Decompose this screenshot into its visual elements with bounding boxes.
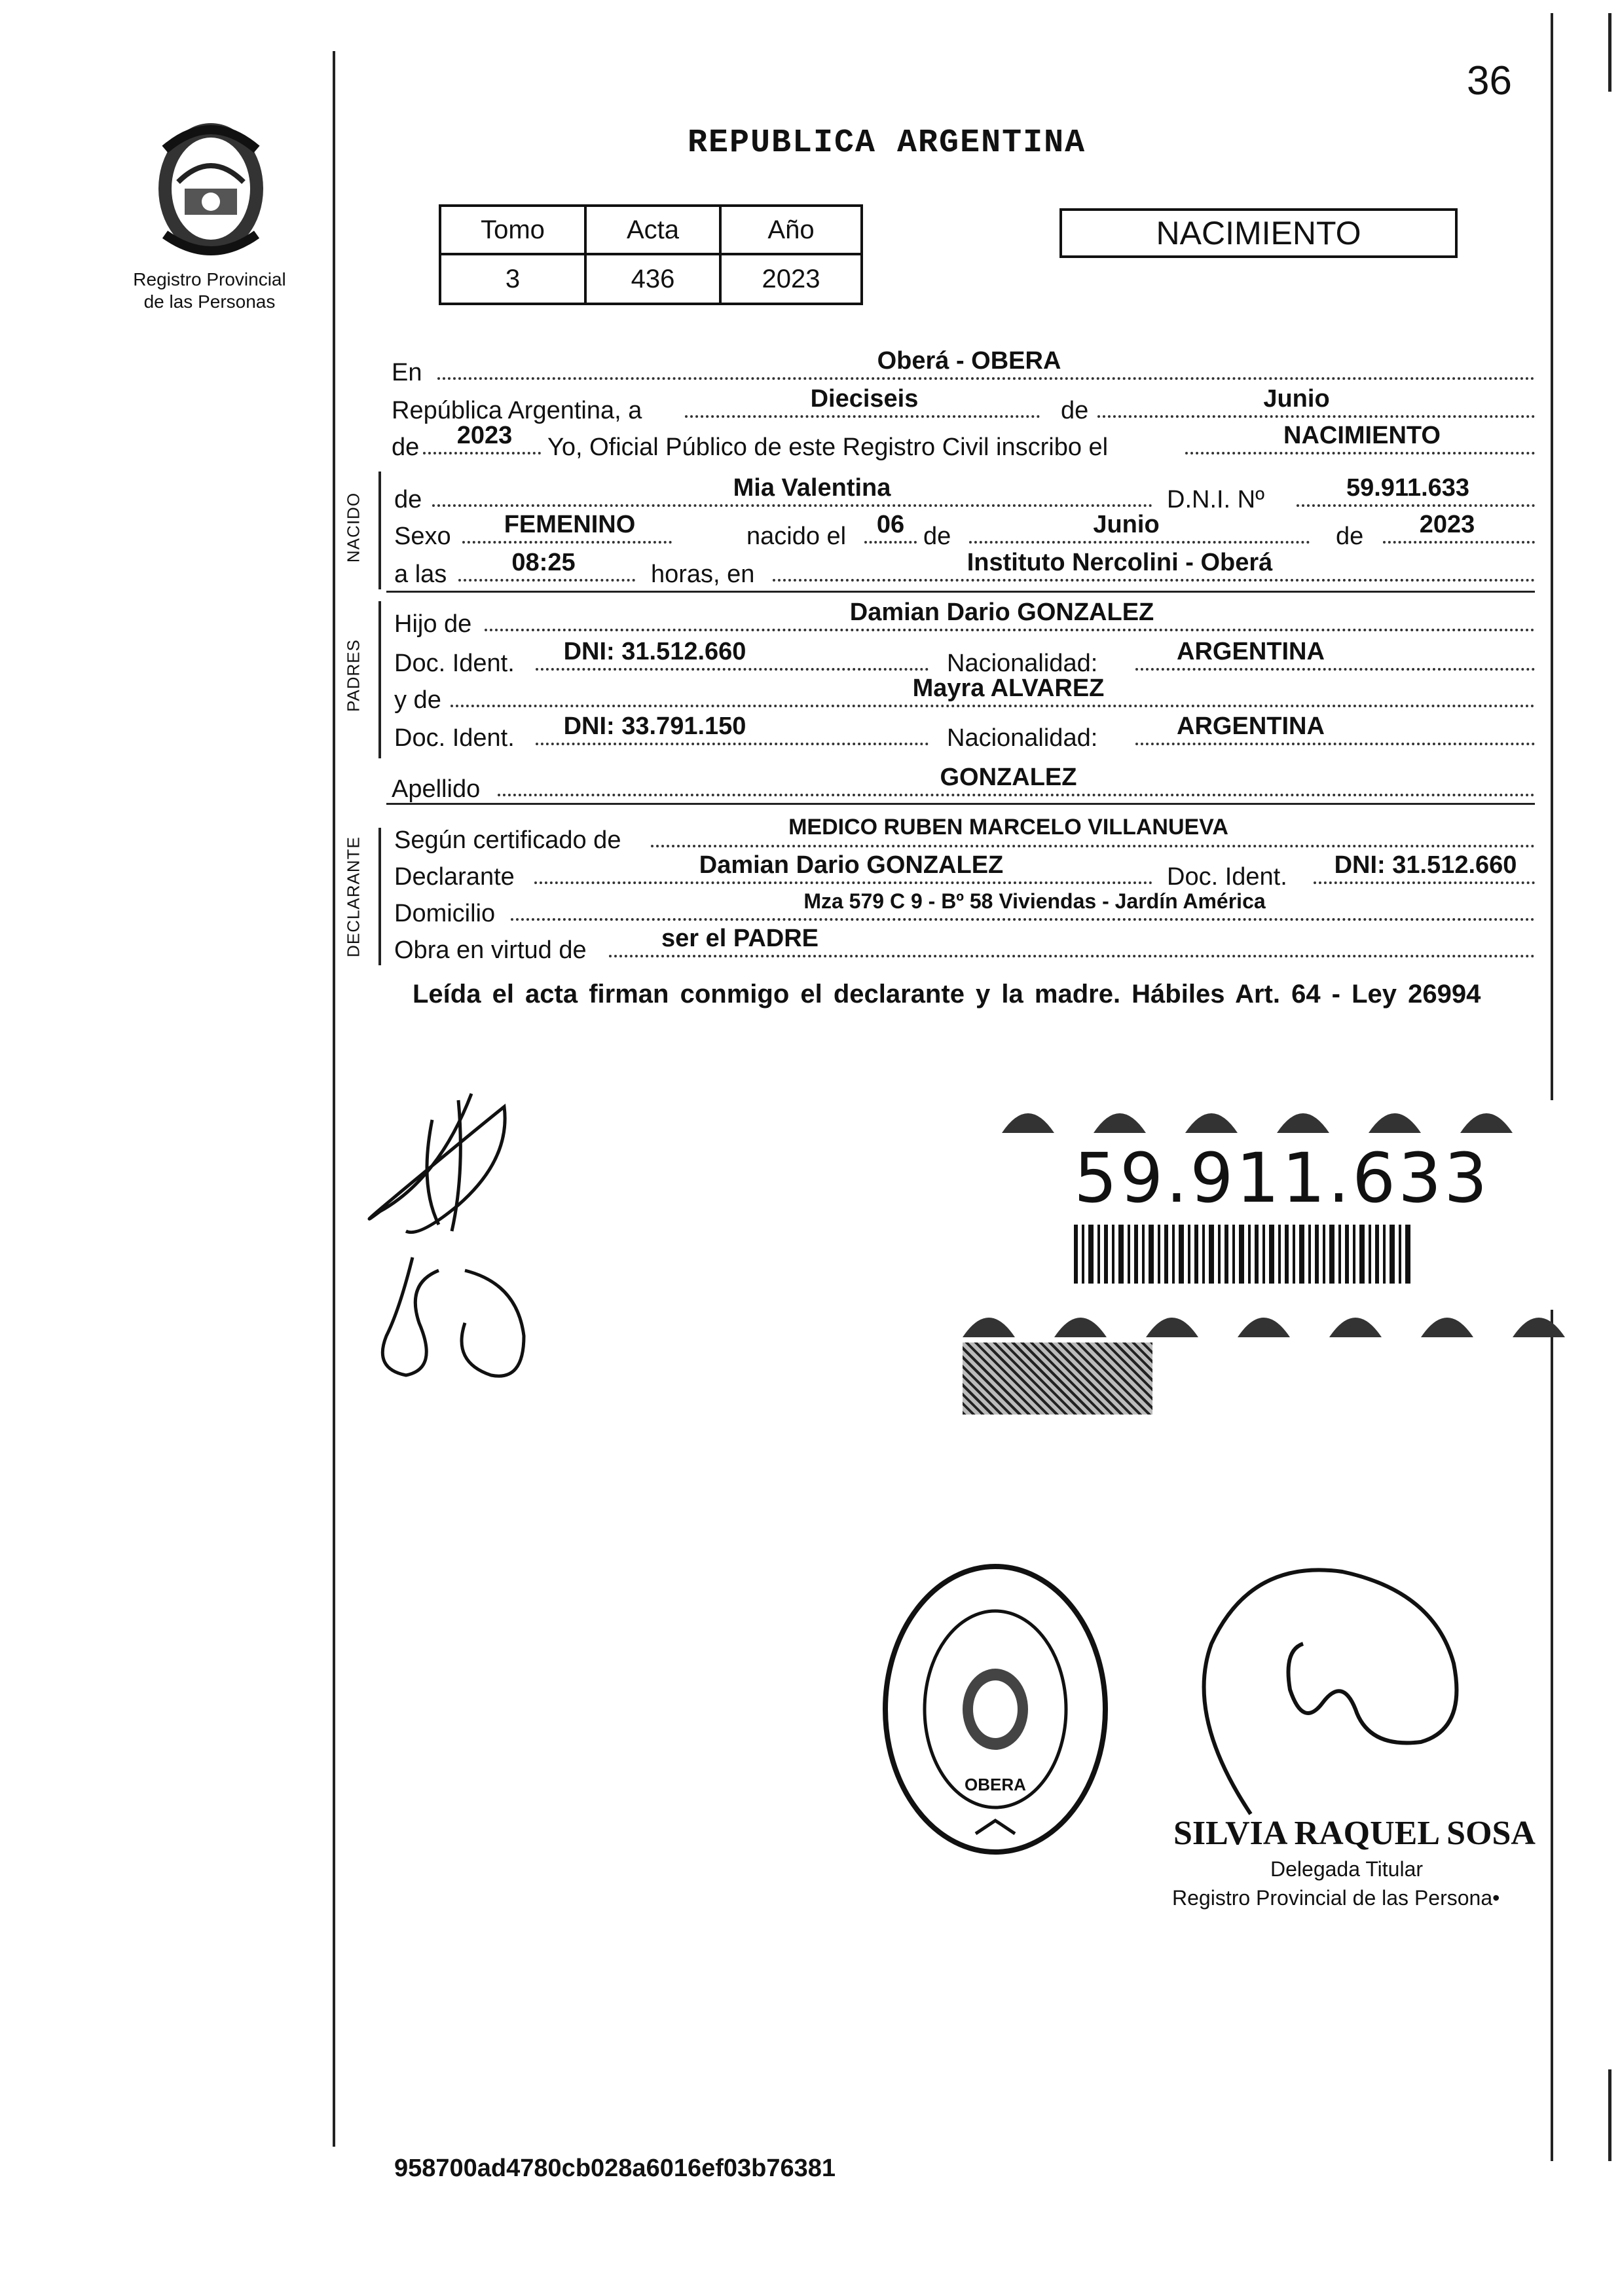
official-signature: [1172, 1546, 1539, 1821]
section-label-nacido: NACIDO: [343, 492, 363, 563]
mother-dni-value: DNI: 33.791.150: [563, 713, 746, 740]
father-dni-value: DNI: 31.512.660: [563, 638, 746, 665]
guilloche-pattern-top: [963, 1087, 1565, 1139]
right-border-line-lower: [1551, 1310, 1553, 2161]
table-value-acta: 436: [585, 254, 720, 304]
coat-of-arms-icon: [139, 110, 283, 261]
dotted-line: [609, 955, 1535, 957]
dotted-line: [432, 504, 1152, 507]
declarante-label: Declarante: [394, 863, 515, 891]
mother-name-value: Mayra ALVAREZ: [912, 675, 1105, 702]
closing-text: Leída el acta firman conmigo el declarante y la madre. Hábiles Art. 64 - Ley 26994: [413, 980, 1481, 1009]
dotted-line: [685, 415, 1040, 418]
section-label-declarante: DECLARANTE: [343, 836, 363, 957]
de-label-4: de: [1336, 523, 1364, 550]
doc-ident-label-3: Doc. Ident.: [1167, 863, 1287, 891]
day-value: Dieciseis: [810, 385, 919, 413]
guilloche-pattern-bottom: [963, 1291, 1565, 1344]
official-role: Delegada Titular: [1270, 1857, 1424, 1881]
dotted-line: [773, 579, 1535, 582]
dotted-line: [485, 629, 1535, 631]
page-title: REPUBLICA ARGENTINA: [688, 124, 1086, 162]
record-table: [439, 204, 863, 305]
section-divider: [386, 803, 1535, 805]
child-name-value: Mia Valentina: [733, 474, 891, 502]
security-sticker: [963, 1087, 1565, 1415]
doc-type-box: [1059, 208, 1458, 258]
table-value-tomo: 3: [440, 254, 585, 304]
month-value: Junio: [1263, 385, 1330, 413]
barcode: [1074, 1225, 1414, 1284]
declarante-name-value: Damian Dario GONZALEZ: [699, 851, 1004, 879]
de-label-2: de: [392, 434, 420, 461]
y-de-label: y de: [394, 686, 441, 714]
page-number: 36: [1467, 58, 1512, 103]
table-header-tomo: Tomo: [440, 206, 585, 254]
table-value-anio: 2023: [720, 254, 862, 304]
father-nationality-value: ARGENTINA: [1177, 638, 1325, 665]
page-edge-mark: [1608, 13, 1611, 92]
domicilio-value: Mza 579 C 9 - Bº 58 Viviendas - Jardín América: [803, 889, 1266, 913]
doc-ident-label: Doc. Ident.: [394, 650, 515, 677]
obra-value: ser el PADRE: [661, 925, 819, 952]
official-org: Registro Provincial de las Persona•: [1172, 1886, 1500, 1910]
father-name-value: Damian Dario GONZALEZ: [849, 599, 1154, 626]
mother-signature: [347, 1244, 570, 1401]
certificado-label: Según certificado de: [394, 826, 621, 854]
sticker-number: 59.911.633: [1074, 1138, 1490, 1218]
table-header-acta: Acta: [585, 206, 720, 254]
declarante-dni-value: DNI: 31.512.660: [1334, 851, 1517, 879]
dotted-line: [651, 845, 1535, 847]
dotted-line: [536, 743, 929, 745]
section-divider: [386, 591, 1535, 593]
page-edge-mark: [1608, 2069, 1611, 2161]
stamp-city: OBERA: [965, 1775, 1026, 1794]
section-label-padres: PADRES: [343, 639, 363, 712]
mother-nationality-value: ARGENTINA: [1177, 713, 1325, 740]
dotted-line: [498, 794, 1535, 796]
nacionalidad-label: Nacionalidad:: [947, 650, 1098, 677]
dotted-line: [462, 541, 672, 544]
sexo-label: Sexo: [394, 523, 451, 550]
de-label-3: de: [923, 523, 951, 550]
certificado-value: MEDICO RUBEN MARCELO VILLANUEVA: [788, 815, 1228, 840]
section-bar-nacido: [378, 472, 381, 589]
org-line-1: Registro Provincial: [133, 269, 286, 289]
dotted-line: [437, 377, 1535, 380]
dotted-line: [1383, 541, 1535, 544]
dotted-line: [1185, 452, 1535, 454]
section-bar-padres: [378, 601, 381, 758]
dotted-line: [511, 918, 1535, 921]
hologram-patch: [963, 1342, 1152, 1415]
dotted-line: [1097, 415, 1535, 418]
apellido-label: Apellido: [392, 775, 481, 803]
birth-year-value: 2023: [1419, 511, 1475, 538]
nacionalidad-label-2: Nacionalidad:: [947, 724, 1098, 752]
dotted-line: [458, 579, 635, 582]
year-value: 2023: [456, 422, 513, 449]
left-margin-line: [333, 51, 335, 2147]
de-label: de: [1061, 397, 1089, 424]
yo-text: Yo, Oficial Público de este Registro Civil inscribo el: [547, 434, 1109, 461]
dotted-line: [1135, 743, 1535, 745]
section-bar-declarante: [378, 828, 381, 965]
hijo-de-label: Hijo de: [394, 610, 472, 638]
doc-ident-label-2: Doc. Ident.: [394, 724, 515, 752]
nacido-de-label: de: [394, 486, 422, 513]
document-hash: 958700ad4780cb028a6016ef03b76381: [394, 2155, 836, 2182]
dotted-line: [423, 452, 541, 454]
registration-type-value: NACIMIENTO: [1283, 422, 1441, 449]
birth-time-value: 08:25: [511, 549, 576, 576]
apellido-value: GONZALEZ: [940, 764, 1077, 791]
dotted-line: [534, 881, 1152, 884]
dni-label: D.N.I. Nº: [1167, 486, 1264, 513]
birth-day-value: 06: [876, 511, 905, 538]
horas-en-label: horas, en: [651, 561, 755, 588]
obra-label: Obra en virtud de: [394, 936, 587, 964]
dotted-line: [1297, 504, 1535, 507]
doc-type: NACIMIENTO: [1156, 215, 1361, 251]
en-label: En: [392, 359, 422, 386]
nacido-el-label: nacido el: [746, 523, 847, 550]
dotted-line: [451, 705, 1535, 707]
child-dni-value: 59.911.633: [1346, 474, 1470, 502]
declarant-signature: [341, 1081, 550, 1264]
dotted-line: [1314, 881, 1535, 884]
coat-of-arms-logo: [139, 110, 283, 261]
city-value: Oberá - OBERA: [877, 347, 1061, 375]
dotted-line: [536, 668, 929, 671]
sex-value: FEMENINO: [504, 511, 636, 538]
official-name: SILVIA RAQUEL SOSA: [1173, 1815, 1536, 1852]
birth-month-value: Junio: [1093, 511, 1160, 538]
right-border-line: [1551, 13, 1553, 1100]
birth-place-value: Instituto Nercolini - Oberá: [966, 549, 1273, 576]
dotted-line: [1135, 668, 1535, 671]
logo-org-name: [111, 268, 308, 313]
domicilio-label: Domicilio: [394, 900, 496, 927]
a-las-label: a las: [394, 561, 447, 588]
dotted-line: [969, 541, 1310, 544]
republica-label: República Argentina, a: [392, 397, 642, 424]
table-header-anio: Año: [720, 206, 862, 254]
org-line-2: de las Personas: [143, 291, 276, 312]
dotted-line: [864, 541, 917, 544]
official-stamp: [877, 1559, 1113, 1860]
